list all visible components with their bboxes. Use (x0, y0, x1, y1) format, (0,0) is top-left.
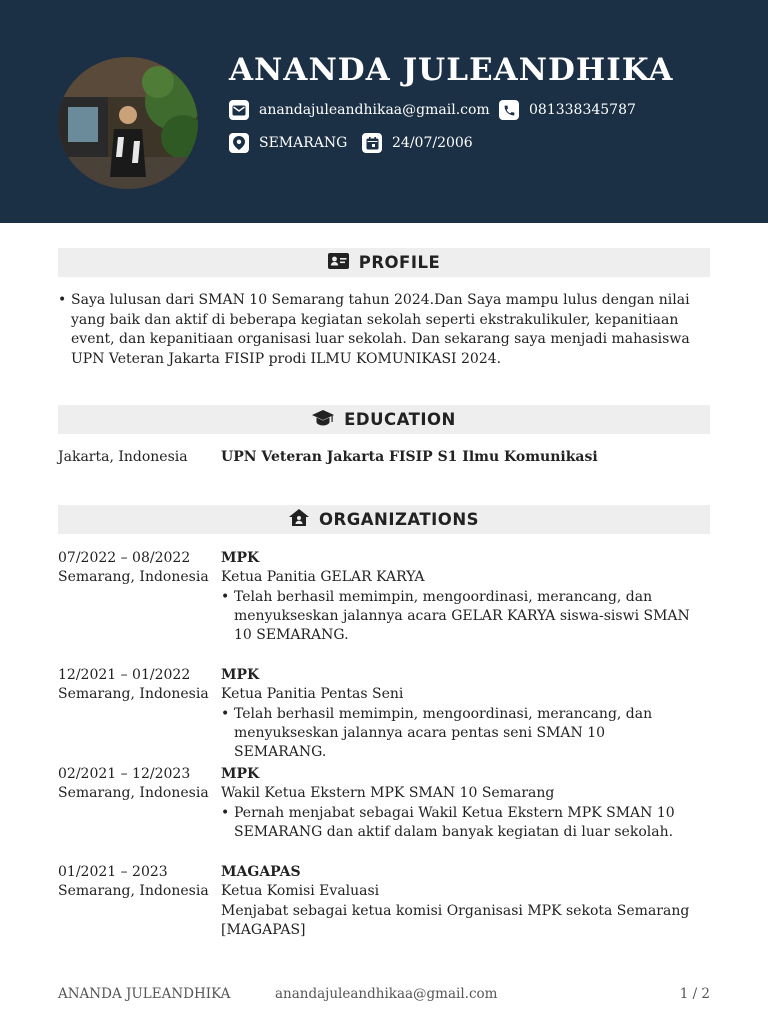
org-location: Semarang, Indonesia (58, 785, 209, 802)
footer-name: ANANDA JULEANDHIKA (58, 986, 231, 1002)
footer-email: anandajuleandhikaa@gmail.com (275, 986, 498, 1002)
phone-text: 081338345787 (529, 102, 636, 118)
email-text: anandajuleandhikaa@gmail.com (259, 102, 490, 118)
org-location: Semarang, Indonesia (58, 569, 209, 586)
contact-email[interactable] (229, 100, 490, 120)
contact-phone[interactable] (499, 100, 636, 120)
org-name: MAGAPAS (221, 864, 301, 880)
page-number: 1 / 2 (679, 986, 710, 1002)
org-dates: 12/2021 – 01/2022 (58, 667, 191, 683)
profile-heading: PROFILE (358, 253, 441, 272)
organizations-section-heading (58, 505, 710, 534)
profile-photo (58, 57, 198, 189)
education-section-heading (58, 405, 710, 434)
profile-summary: • Saya lulusan dari SMAN 10 Semarang tahun 2024.Dan Saya mampu lulus dengan nilai yang baik dan aktif di beberapa kegiatan sekolah seperti ekstrakulikuler, kepanitiaan event, dan kepanitiaan organisasi luar sekolah. Dan sekarang saya menjadi mahasiswa UPN Veteran Jakarta FISIP prodi ILMU KOMUNIKASI 2024. (58, 291, 703, 369)
graduation-cap-icon (312, 410, 334, 430)
org-role: Ketua Komisi Evaluasi (221, 883, 380, 900)
org-name: MPK (221, 667, 260, 683)
org-role: Ketua Panitia GELAR KARYA (221, 569, 425, 586)
calendar-icon (362, 133, 382, 153)
header-banner (0, 0, 768, 223)
contact-birthdate (362, 133, 473, 153)
education-heading: EDUCATION (344, 410, 456, 429)
building-icon (289, 509, 309, 530)
profile-text: Saya lulusan dari SMAN 10 Semarang tahun 2024.Dan Saya mampu lulus dengan nilai yang baik dan aktif di beberapa kegiatan sekolah seperti ekstrakulikuler, kepanitiaan event, dan kepanitiaan organisasi luar sekolah. Dan sekarang saya menjadi mahasiswa UPN Veteran Jakarta FISIP prodi ILMU KOMUNIKASI 2024. (71, 292, 690, 367)
org-description: • Telah berhasil memimpin, mengoordinasi, merancang, dan menyukseskan jalannya acara GELAR KARYA siswa-siswi SMAN 10 SEMARANG. (221, 588, 690, 644)
org-name: MPK (221, 766, 260, 782)
org-description: • Pernah menjabat sebagai Wakil Ketua Ekstern MPK SMAN 10 SEMARANG dan aktif dalam banyak kegiatan di luar sekolah. (221, 804, 675, 840)
contact-location (229, 133, 347, 153)
organizations-heading: ORGANIZATIONS (318, 510, 480, 529)
education-title: UPN Veteran Jakarta FISIP S1 Ilmu Komunikasi (221, 449, 598, 465)
org-dates: 07/2022 – 08/2022 (58, 550, 191, 566)
birthdate-text: 24/07/2006 (392, 135, 473, 151)
org-description: Menjabat sebagai ketua komisi Organisasi MPK sekota Semarang [MAGAPAS] (221, 902, 690, 938)
full-name: ANANDA JULEANDHIKA (229, 52, 674, 88)
org-name: MPK (221, 550, 260, 566)
org-role: Wakil Ketua Ekstern MPK SMAN 10 Semarang (221, 785, 555, 802)
id-card-icon (328, 253, 349, 273)
location-text: SEMARANG (259, 135, 348, 151)
org-dates: 02/2021 – 12/2023 (58, 766, 191, 782)
org-description: • Telah berhasil memimpin, mengoordinasi, merancang, dan menyukseskan jalannya acara pentas seni SMAN 10 SEMARANG. (221, 705, 653, 761)
education-location: Jakarta, Indonesia (58, 449, 188, 465)
profile-section-heading (58, 248, 710, 277)
location-pin-icon (229, 133, 249, 153)
org-location: Semarang, Indonesia (58, 686, 209, 703)
org-role: Ketua Panitia Pentas Seni (221, 686, 404, 703)
envelope-icon (229, 100, 249, 120)
org-dates: 01/2021 – 2023 (58, 864, 168, 880)
phone-icon (499, 100, 519, 120)
org-location: Semarang, Indonesia (58, 883, 209, 900)
